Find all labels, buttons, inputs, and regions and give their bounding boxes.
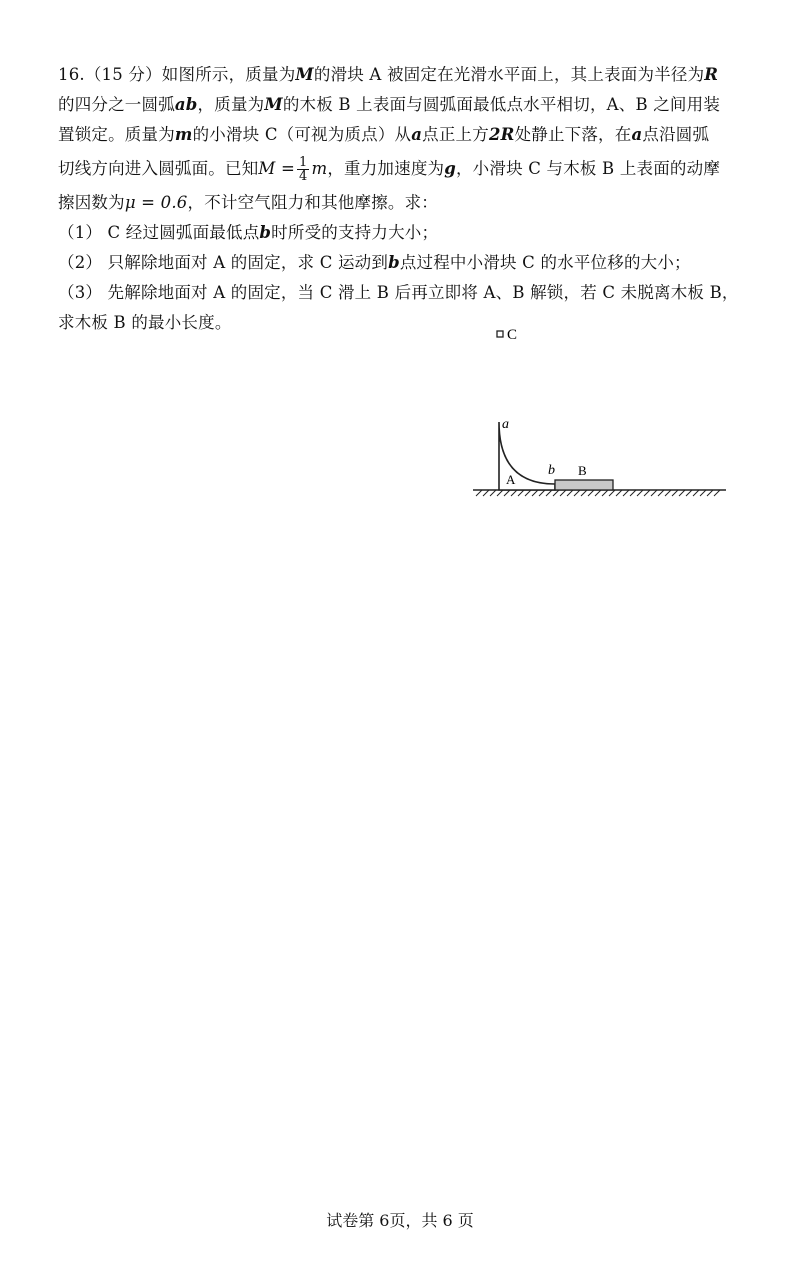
symbol-a: a <box>411 125 423 144</box>
symbol-b: b <box>259 223 272 242</box>
problem-line-5 <box>58 188 748 218</box>
label-point-b: b <box>548 463 555 478</box>
ground-hatching <box>476 490 720 496</box>
symbol-a-2: a <box>631 125 643 144</box>
question-3 <box>58 278 748 308</box>
symbol-b-2: b <box>388 253 400 272</box>
symbol-M-2: M <box>264 95 283 114</box>
problem-score: （15 分） <box>84 65 162 84</box>
text: 的四分之一圆弧 <box>58 95 175 114</box>
text: 置锁定。质量为 <box>58 125 175 144</box>
symbol-R: R <box>704 65 719 84</box>
problem-line-2 <box>58 90 748 120</box>
formula-mu: μ = 0.6 <box>124 193 188 212</box>
text: 时所受的支持力大小； <box>271 223 439 242</box>
text: 的小滑块 C（可视为质点）从 <box>192 125 412 144</box>
text: （3） 先解除地面对 A 的固定，当 C 滑上 B 后再立即将 A、B 解锁，若 C 未脱离木板 B， <box>58 283 739 302</box>
text: 的滑块 A 被固定在光滑水平面上，其上表面为半径为 <box>313 65 705 84</box>
board-b <box>555 480 613 490</box>
label-slider-a: A <box>506 472 516 487</box>
symbol-M: M <box>295 65 314 84</box>
page-footer: 试卷第 6页，共 6 页 <box>326 1211 474 1230</box>
text: 如图所示，质量为 <box>161 65 296 84</box>
text: ，重力加速度为 <box>327 159 445 178</box>
text: 点沿圆弧 <box>642 125 710 144</box>
formula-rhs: m <box>311 159 328 178</box>
text: ，不计空气阻力和其他摩擦。求： <box>187 193 438 212</box>
label-board-b: B <box>578 463 587 478</box>
text: 求木板 B 的最小长度。 <box>58 313 232 332</box>
symbol-g: g <box>444 159 456 178</box>
problem-line-3 <box>58 120 748 150</box>
problem-line-1 <box>58 60 748 90</box>
text: ，质量为 <box>197 95 265 114</box>
label-c: C <box>507 327 518 343</box>
fraction-one-quarter <box>297 156 309 183</box>
formula-lhs: M = <box>258 159 295 178</box>
text: （1） C 经过圆弧面最低点 <box>58 223 260 242</box>
symbol-2R: 2R <box>488 125 515 144</box>
text: 切线方向进入圆弧面。已知 <box>58 159 259 178</box>
problem-line-4 <box>58 150 748 188</box>
text: ，小滑块 C 与木板 B 上表面的动摩 <box>455 159 721 178</box>
text: 的木板 B 上表面与圆弧面最低点水平相切，A、B 之间用装 <box>282 95 721 114</box>
fraction-denominator: 4 <box>298 169 308 184</box>
fraction-numerator: 1 <box>298 155 308 170</box>
physics-figure <box>468 320 738 500</box>
symbol-ab: ab <box>174 95 198 114</box>
text: 点正上方 <box>422 125 489 144</box>
text: （2） 只解除地面对 A 的固定，求 C 运动到 <box>58 253 389 272</box>
block-c <box>497 331 503 337</box>
problem-number: 16. <box>58 65 85 84</box>
text: 点过程中小滑块 C 的水平位移的大小； <box>399 253 691 272</box>
symbol-m: m <box>174 125 193 144</box>
problem-16 <box>58 60 748 338</box>
text: 处静止下落，在 <box>514 125 632 144</box>
question-2 <box>58 248 748 278</box>
text: 擦因数为 <box>58 193 125 212</box>
question-1 <box>58 218 748 248</box>
label-point-a: a <box>502 417 509 432</box>
